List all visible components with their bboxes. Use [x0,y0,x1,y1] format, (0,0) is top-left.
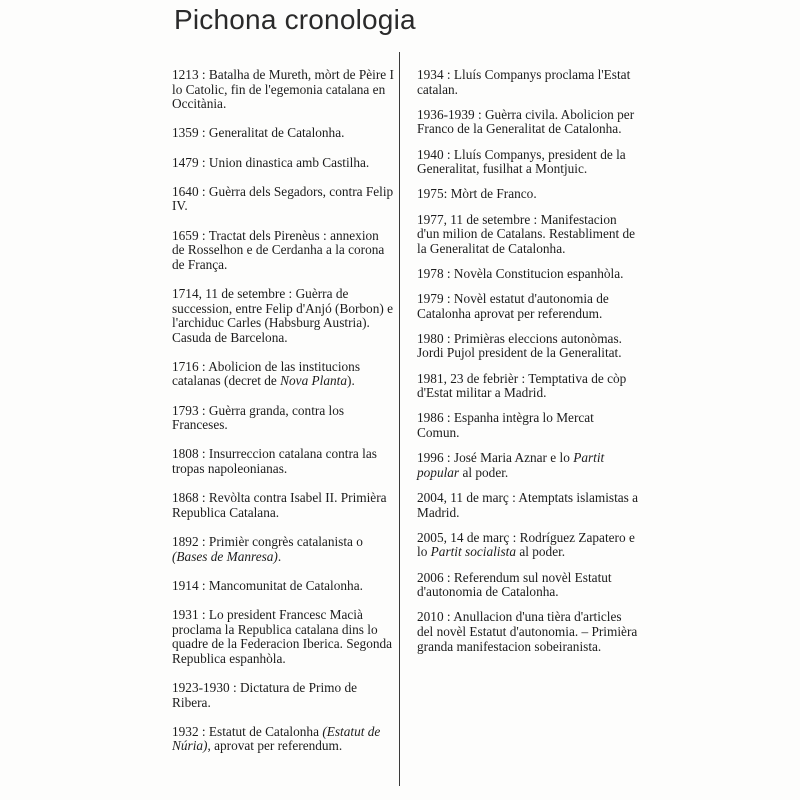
timeline-entry: 1808 : Insurreccion catalana contra las tropas napoleonianas. [172,446,377,477]
timeline-entry: 1914 : Mancomunitat de Catalonha. [172,577,363,593]
timeline-left-column [172,68,394,769]
page-title: Pichona cronologia [174,4,416,35]
timeline-entry: 1868 : Revòlta contra Isabel II. Primièra Republica Catalana. [172,490,387,520]
entry-text: 1932 : Estatut de Catalonha [172,723,323,739]
entry-text: 1996 : José Maria Aznar e lo [417,450,574,466]
timeline-entry: 1793 : Guèrra granda, contra los Franceses. [172,402,345,433]
timeline-right-column [417,68,639,665]
timeline-entry: 1640 : Guèrra dels Segadors, contra Felip IV. [172,183,394,214]
timeline-entry [417,531,639,560]
timeline-entry: 1479 : Union dinastica amb Castilha. [172,154,370,170]
timeline-entry: 1980 : Primièras eleccions autonòmas. Jordi Pujol president de la Generalitat. [417,330,622,361]
timeline-entry [172,360,394,389]
timeline-entry: 1923-1930 : Dictatura de Primo de Ribera. [172,679,358,710]
entry-text: 1716 : Abolicion de las institucions catalanas (decret de [172,358,360,389]
entry-text: 2005, 14 de març : Rodríguez Zapatero e lo [417,529,635,560]
entry-italic-text: Partit popular [417,450,605,480]
timeline-entry: 1931 : Lo president Francesc Macià proclama la Republica catalana dins lo quadre de la Federacion Iberica. Segonda Republica espanhòla. [172,606,393,666]
timeline-entry [172,535,394,564]
timeline-entry: 1359 : Generalitat de Catalonha. [172,125,345,141]
timeline-entry: 1979 : Novèl estatut d'autonomia de Catalonha aprovat per referendum. [417,291,609,321]
entry-italic-text: (Bases de Manresa) [172,548,278,564]
entry-text: 1892 : Primièr congrès catalanista o [172,534,363,549]
timeline-entry: 1975: Mòrt de Franco. [417,186,537,202]
timeline-entry: 1986 : Espanha intègra lo Mercat Comun. [417,410,594,441]
entry-text: al poder. [459,464,509,480]
timeline-entry: 1659 : Tractat dels Pirenèus : annexion de Rosselhon e de Cerdanha a la corona de França. [172,227,385,272]
timeline-entry: 1934 : Lluís Companys proclama l'Estat catalan. [417,67,631,97]
timeline-entry: 1936-1939 : Guèrra civila. Abolicion per Franco de la Generalitat de Catalonha. [417,106,635,137]
timeline-entry [172,725,394,754]
timeline-entry: 2004, 11 de març : Atemptats islamistas a Madrid. [417,490,639,520]
timeline-entry: 1940 : Lluís Companys, president de la Generalitat, fusilhat a Montjuic. [417,146,626,177]
timeline-entry: 2010 : Anullacion d'una tièra d'articles del novèl Estatut d'autonomia. – Primièra granda manifestacion sobeiranista. [417,609,638,654]
entry-text: ). [347,373,355,389]
timeline-entry [417,451,639,480]
entry-text: . [277,548,282,564]
timeline-entry: 2006 : Referendum sul novèl Estatut d'autonomia de Catalonha. [417,569,612,600]
entry-italic-text: (Estatut de Núria) [172,723,381,754]
timeline-entry: 1981, 23 de febrièr : Temptativa de còp d'Estat militar a Madrid. [417,370,627,401]
timeline-entry: 1977, 11 de setembre : Manifestacion d'un milion de Catalans. Restabliment de la Generalitat de Catalonha. [417,211,636,256]
timeline-entry: 1978 : Novèla Constitucion espanhòla. [417,265,624,281]
column-divider [399,52,400,786]
timeline-entry: 1714, 11 de setembre : Guèrra de succession, entre Felip d'Anjó (Borbon) e l'archiduc Carles (Habsburg Austria). Casuda de Barcelona. [172,285,394,345]
entry-italic-text: Nova Planta [280,373,348,389]
timeline-entry: 1213 : Batalha de Mureth, mòrt de Pèire I lo Catolic, fin de l'egemonia catalana en Occitània. [172,67,394,112]
entry-text: al poder. [516,544,566,560]
entry-italic-text: Partit socialista [430,544,516,560]
entry-text: , aprovat per referendum. [207,738,343,754]
